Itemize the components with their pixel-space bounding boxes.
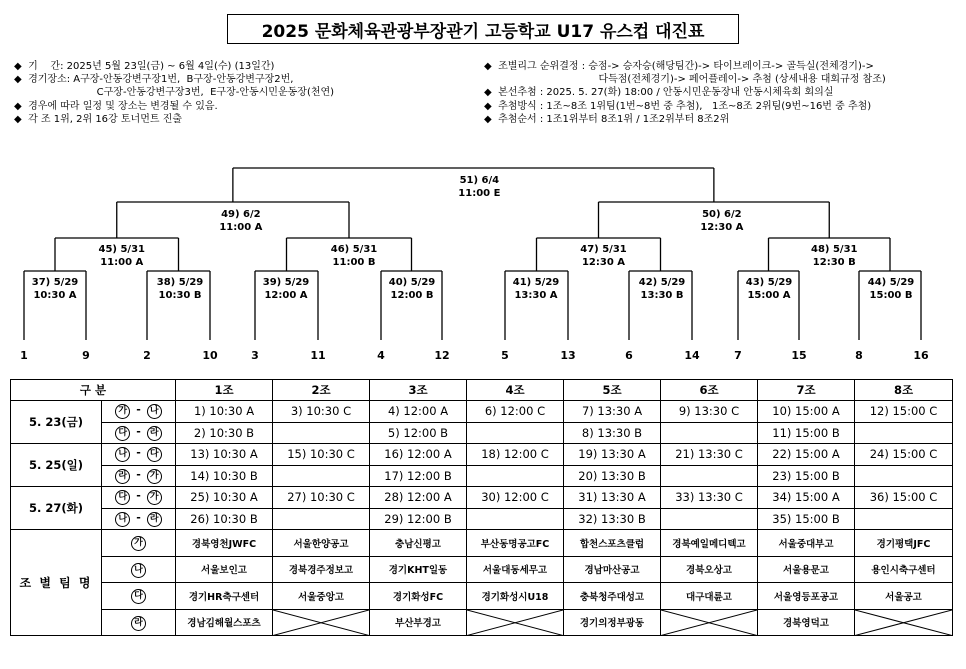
group-header: 6조 [661,380,758,401]
schedule-table [10,379,953,636]
dash: - [136,489,141,503]
seed-number: 8 [855,349,863,362]
group-mark-icon: 다 [131,589,146,604]
bullet: ◆ [14,61,29,72]
match-time-cell: 4) 12:00 A [370,401,467,423]
dash: - [136,510,141,524]
info-text: 다득점(전체경기)-> 페어플레이-> 추첨 (상세내용 대회규정 참조) [598,74,886,86]
team-name-cell: 서울한양공고 [273,530,370,557]
match-line2: 11:00 B [332,257,376,268]
match-line2: 11:00 A [100,257,144,268]
match-line1: 51) 6/4 [459,175,500,186]
cross-mark [273,610,369,636]
group-mark-icon: 다 [115,426,130,441]
group-mark-icon: 라 [131,616,146,631]
match-time-cell [273,508,370,530]
match-line2: 13:30 B [640,290,684,301]
quarterfinal-match [331,243,378,269]
match-time-cell: 9) 13:30 C [661,401,758,423]
quarterfinal-match [99,243,146,269]
team-name-cell: 경기평택JFC [855,530,953,557]
match-time-cell: 29) 12:00 B [370,508,467,530]
seed-number: 14 [684,349,700,362]
group-mark-icon: 가 [147,490,162,505]
match-time-cell: 15) 10:30 C [273,444,370,466]
match-time-cell: 21) 13:30 C [661,444,758,466]
match-line2: 11:00 E [458,188,501,199]
match-time-cell: 31) 13:30 A [564,487,661,509]
quarterfinal-match [811,243,858,269]
date-cell: 5. 25(일) [11,444,102,487]
match-time-cell [273,465,370,487]
match-line1: 41) 5/29 [512,277,560,288]
team-row [11,609,953,636]
match-line2: 15:00 A [747,290,791,301]
group-mark-icon: 라 [115,469,130,484]
match-time-cell: 14) 10:30 B [176,465,273,487]
group-mark-icon: 라 [147,512,162,527]
team-name-cell: 경북오상고 [661,556,758,583]
match-time-cell [467,508,564,530]
team-row [11,583,953,610]
team-name-cell: 부산동명공고FC [467,530,564,557]
group-mark-icon: 가 [147,469,162,484]
dash: - [136,403,141,417]
info-label: 기 간 [28,61,61,72]
match-line2: 12:00 A [264,290,308,301]
info-text: 추첨순서 : 1조1위부터 8조1위 / 1조2위부터 8조2위 [498,113,730,125]
date-cell: 5. 23(금) [11,401,102,444]
teams-label-cell: 조 별 팀 명 [11,530,102,636]
match-time-cell [661,508,758,530]
quarterfinal-match [580,243,627,269]
table-header-row [11,380,953,401]
seed-number: 3 [251,349,259,362]
info-text: 경우에 따라 일정 및 장소는 변경될 수 있음. [28,100,218,112]
table-row [11,508,953,530]
team-name-cell: 경북영천JWFC [176,530,273,557]
match-time-cell [661,422,758,444]
match-time-cell: 28) 12:00 A [370,487,467,509]
match-time-cell: 5) 12:00 B [370,422,467,444]
bullet: ◆ [484,87,499,99]
match-line1: 42) 5/29 [638,277,686,288]
match-line1: 38) 5/29 [156,277,204,288]
match-time-cell: 3) 10:30 C [273,401,370,423]
round16-match [157,276,204,302]
team-name-cell: 경남김해월스포츠 [176,609,273,636]
seed-number: 5 [501,349,509,362]
match-time-cell [855,422,953,444]
title-text: 2025 문화체육관광부장관기 고등학교 U17 유스컵 대진표 [261,21,705,42]
empty-team-cell [467,609,564,636]
group-header: 8조 [855,380,953,401]
group-mark-icon: 가 [115,404,130,419]
group-header: 1조 [176,380,273,401]
team-name-cell: 충북청주대성고 [564,583,661,610]
match-time-cell [467,465,564,487]
matchup-cell [102,487,176,509]
team-name-cell: 서울중대부고 [758,530,855,557]
empty-team-cell [855,609,953,636]
match-time-cell [467,422,564,444]
group-mark-icon: 나 [115,512,130,527]
seed-number: 9 [82,349,90,362]
group-mark-icon: 다 [147,447,162,462]
match-time-cell: 25) 10:30 A [176,487,273,509]
match-line1: 50) 6/2 [702,209,742,220]
empty-team-cell [661,609,758,636]
seed-number: 2 [143,349,151,362]
team-name-cell: 경남마산공고 [564,556,661,583]
group-mark-icon: 가 [131,536,146,551]
match-time-cell: 10) 15:00 A [758,401,855,423]
seed-number: 7 [734,349,742,362]
match-time-cell: 12) 15:00 C [855,401,953,423]
match-line2: 12:30 A [581,257,626,268]
match-time-cell: 30) 12:00 C [467,487,564,509]
team-name-cell: 경기화성FC [370,583,467,610]
match-line2: 10:30 B [158,290,202,301]
seed-number: 13 [560,349,576,362]
cross-mark [855,610,952,636]
match-line1: 45) 5/31 [98,244,145,255]
match-line2: 12:00 B [390,290,434,301]
group-header: 2조 [273,380,370,401]
round16-match [389,276,436,302]
matchup-cell [102,465,176,487]
team-name-cell: 경북영덕고 [758,609,855,636]
bullet: ◆ [14,74,29,86]
team-mark-cell [102,583,176,610]
match-line2: 12:30 A [700,222,744,233]
round16-match [746,276,793,302]
matchup-cell [102,422,176,444]
group-mark-icon: 다 [115,490,130,505]
seed-number: 16 [913,349,929,362]
team-name-cell: 합천스포츠클럽 [564,530,661,557]
match-time-cell: 24) 15:00 C [855,444,953,466]
round16-match [263,276,310,302]
round16-match [868,276,915,302]
group-mark-icon: 나 [131,563,146,578]
info-text: 본선추첨 : 2025. 5. 27(화) 18:00 / 안동시민운동장내 안동시체육회 회의실 [498,87,834,99]
team-name-cell: 서울보인고 [176,556,273,583]
team-row [11,556,953,583]
bullet: ◆ [484,100,499,112]
match-line1: 49) 6/2 [221,209,261,220]
group-mark-icon: 라 [147,426,162,441]
round16-match [639,276,686,302]
matchup-cell [102,444,176,466]
team-name-cell: 서울영등포공고 [758,583,855,610]
team-name-cell: 대구대륜고 [661,583,758,610]
match-time-cell: 17) 12:00 B [370,465,467,487]
table-row [11,422,953,444]
group-header: 4조 [467,380,564,401]
match-time-cell: 11) 15:00 B [758,422,855,444]
group-mark-icon: 나 [115,447,130,462]
match-line2: 13:30 A [514,290,558,301]
match-line1: 47) 5/31 [580,244,627,255]
group-mark-icon: 나 [147,404,162,419]
match-line1: 46) 5/31 [330,244,378,255]
match-time-cell: 2) 10:30 B [176,422,273,444]
seed-number: 10 [202,349,218,362]
info-text: 추첨방식 : 1조~8조 1위팀(1번~8번 중 추첨), 1조~8조 2위팀(9번~16번 중 추첨) [498,100,872,112]
team-mark-cell [102,556,176,583]
info-text: C구장-안동강변구장3번, E구장-안동시민운동장(천연) [96,87,335,99]
match-line1: 44) 5/29 [867,277,915,288]
table-row [11,487,953,509]
info-text: : A구장-안동강변구장1번, B구장-안동강변구장2번, [66,74,294,86]
seed-number: 4 [377,349,385,362]
team-row [11,530,953,557]
team-name-cell: 서울대동세무고 [467,556,564,583]
table-row [11,401,953,423]
seed-number: 15 [791,349,807,362]
match-time-cell: 22) 15:00 A [758,444,855,466]
seed-number: 1 [20,349,28,362]
cross-mark [661,610,757,636]
match-time-cell [273,422,370,444]
match-time-cell: 35) 15:00 B [758,508,855,530]
final-match [458,174,500,200]
match-line1: 37) 5/29 [31,277,79,288]
team-mark-cell [102,609,176,636]
info-text: 각 조 1위, 2위 16강 토너먼트 진출 [28,113,183,125]
match-time-cell: 7) 13:30 A [564,401,661,423]
match-time-cell [855,508,953,530]
bullet: ◆ [14,113,29,125]
team-name-cell: 용인시축구센터 [855,556,953,583]
table-row [11,465,953,487]
match-time-cell [855,465,953,487]
match-time-cell: 6) 12:00 C [467,401,564,423]
match-time-cell: 34) 15:00 A [758,487,855,509]
header-cell: 구 분 [11,380,176,401]
dash: - [136,467,141,481]
match-time-cell: 19) 13:30 A [564,444,661,466]
team-name-cell: 경북경주정보고 [273,556,370,583]
match-line1: 39) 5/29 [262,277,310,288]
match-line1: 40) 5/29 [388,277,436,288]
info-text: 조별리그 순위결정 : 승점-> 승자승(해당팀간)-> 타이브레이크-> 골득실(전체경기)-> [498,61,874,72]
group-header: 5조 [564,380,661,401]
match-time-cell [661,465,758,487]
seed-number: 12 [434,349,450,362]
dash: - [136,446,141,460]
cross-mark [467,610,563,636]
match-time-cell: 33) 13:30 C [661,487,758,509]
round16-match [513,276,560,302]
semifinal-match [700,208,743,234]
info-text: : 2025년 5월 23일(금) ~ 6월 4일(수) (13일간) [60,61,275,72]
group-header: 3조 [370,380,467,401]
seed-number: 6 [625,349,633,362]
info-label: 경기장소 [28,74,67,86]
matchup-cell [102,401,176,423]
team-mark-cell [102,530,176,557]
dash: - [136,424,141,438]
team-name-cell: 부산부경고 [370,609,467,636]
bullet: ◆ [14,100,29,112]
match-time-cell: 16) 12:00 A [370,444,467,466]
round16-match [32,276,79,302]
seed-number: 11 [310,349,326,362]
team-name-cell: 경기KHT일동 [370,556,467,583]
match-line1: 48) 5/31 [811,244,858,255]
team-name-cell: 충남신평고 [370,530,467,557]
match-line2: 12:30 B [812,257,856,268]
empty-team-cell [273,609,370,636]
match-time-cell: 32) 13:30 B [564,508,661,530]
match-time-cell: 36) 15:00 C [855,487,953,509]
group-header: 7조 [758,380,855,401]
match-time-cell: 18) 12:00 C [467,444,564,466]
team-name-cell: 경북예일메디텍고 [661,530,758,557]
table-row [11,444,953,466]
match-line2: 10:30 A [33,290,77,301]
team-name-cell: 경기HR축구센터 [176,583,273,610]
team-name-cell: 경기의정부광동 [564,609,661,636]
bullet: ◆ [484,61,499,72]
match-line2: 11:00 A [219,222,263,233]
matchup-cell [102,508,176,530]
match-time-cell: 26) 10:30 B [176,508,273,530]
match-time-cell: 13) 10:30 A [176,444,273,466]
team-name-cell: 서울용문고 [758,556,855,583]
team-name-cell: 서울중앙고 [273,583,370,610]
match-time-cell: 20) 13:30 B [564,465,661,487]
match-time-cell: 27) 10:30 C [273,487,370,509]
team-name-cell: 경기화성시U18 [467,583,564,610]
date-cell: 5. 27(화) [11,487,102,530]
bullet: ◆ [484,113,499,125]
match-line1: 43) 5/29 [745,277,793,288]
match-time-cell: 23) 15:00 B [758,465,855,487]
semifinal-match [219,208,262,234]
match-time-cell: 8) 13:30 B [564,422,661,444]
match-time-cell: 1) 10:30 A [176,401,273,423]
match-line2: 15:00 B [869,290,913,301]
team-name-cell: 서울공고 [855,583,953,610]
